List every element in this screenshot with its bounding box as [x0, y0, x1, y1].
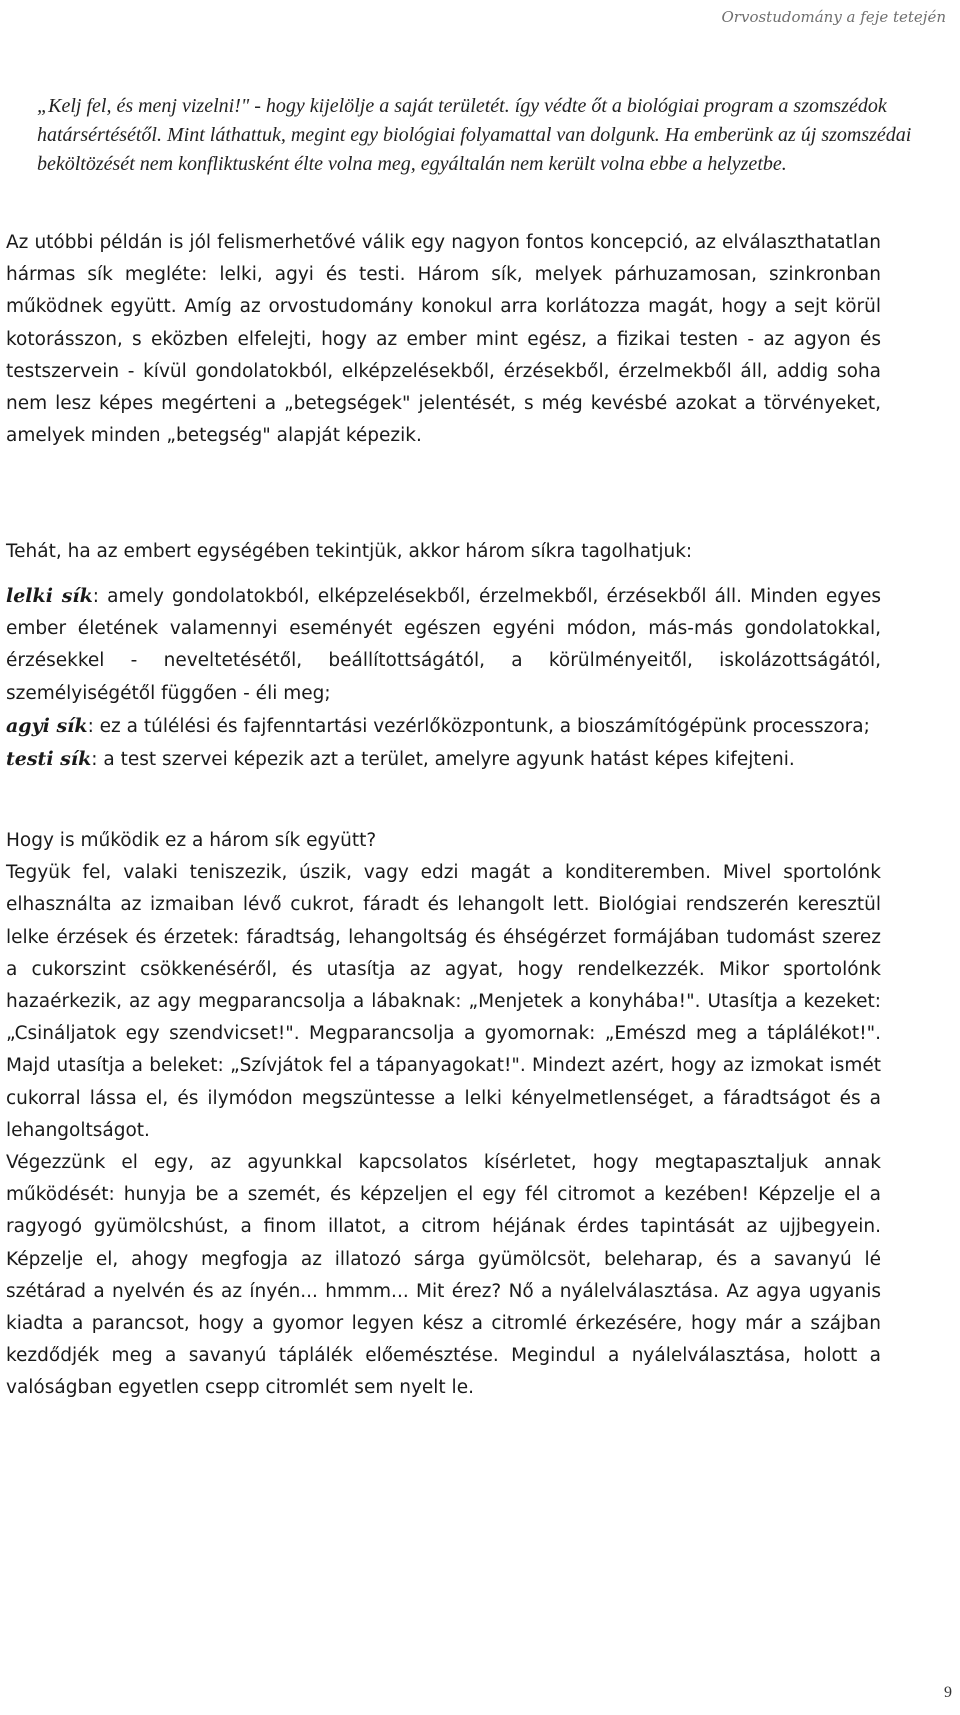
paragraph-concept: Az utóbbi példán is jól felismerhetővé válik egy nagyon fontos koncepció, az elválaszthatatlan hármas sík megléte: lelki, agyi és testi. Három sík, melyek párhuzamosan, szinkronban működnek együtt. Amíg az orvostudomány konokul arra korlátozza magát, hogy a sejt körül kotorásszon, s eközben elfelejti, hogy az ember mint egész, a fizikai testen - az agyon és testszervein - kívül gondolatokból, elképzelésekből, érzésekből, érzelmekből áll, addig soha nem lesz képes megérteni a „betegségek" jelentését, s még kevésbé azokat a törvényeket, amelyek minden „betegség" alapját képezik. — [6, 232, 881, 447]
paragraph-three-planes-intro: Tehát, ha az embert egységében tekintjük, akkor három síkra tagolhatjuk: — [6, 541, 693, 562]
paragraph-lemon-experiment: Végezzünk el egy, az agyunkkal kapcsolatos kísérletet, hogy megtapasztaljuk annak működését: hunyja be a szemét, és képzeljen el egy fél citromot a kezében! Képzelje el a ragyogó gyümölcshúst, a finom illatot, a citrom héjának érdes tapintását az ujjbegyein. Képzelje el, ahogy megfogja az illatozó sárga gyümölcsöt, beleharap, és a savanyú lé szétárad a nyelvén és az ínyén... hmmm... Mit érez? Nő a nyálelválasztása. Az agya ugyanis kiadta a parancsot, hogy a gyomor legyen kész a citromlé érkezésére, hogy már a szájban kezdődjék meg a savanyú táplálék előemésztése. Megindul a nyálelválasztása, holott a valóságban egyetlen csepp citromlét sem nyelt le. — [6, 1152, 881, 1399]
paragraph-sport-example: Tegyük fel, valaki teniszezik, úszik, vagy edzi magát a konditeremben. Mivel sportolónk elhasználta az izmaiban lévő cukrot, fáradt és lehangolt lett. Biológiai rendszerén keresztül lelke érzések és érzetek: fáradtság, lehangoltság és éhségérzet formájában tudomást szerez a cukorszint csökkenéséről, és utasítja az agyat, hogy rendelkezzék. Mikor sportolónk hazaérkezik, az agy megparancsolja a lábaknak: „Menjetek a konyhába!". Utasítja a kezeket: „Csináljatok egy szendvicset!". Megparancsolja a gyomornak: „Emészd meg a táplálékot!". Majd utasítja a beleket: „Szívjátok fel a tápanyagokat!". Mindezt azért, hogy az izmokat ismét cukorral lássa el, és ilymódon megszüntesse a lelki kényelmetlenséget, a fáradtságot és a lehangoltságot. — [6, 862, 881, 1141]
intro-quote: „Kelj fel, és menj vizelni!" - hogy kijelölje a saját területét. így védte őt a biológiai program a szomszédok határsértésétől. Mint láthattuk, megint egy biológiai folyamattal van dolgunk. Ha emberünk az új szomszédai beköltözését nem konfliktusként élte volna meg, egyáltalán nem került volna ebbe a helyzetbe. — [37, 95, 912, 175]
plane-term: agyi sík — [6, 714, 88, 737]
plane-term: lelki sík — [6, 585, 93, 607]
plane-description: : ez a túlélési és fajfenntartási vezérlőközpontunk, a bioszámítógépünk processzora; — [87, 715, 870, 737]
plane-description: : a test szervei képezik azt a terület, amelyre agyunk hatást képes kifejteni. — [91, 749, 795, 771]
plane-description: : amely gondolatokból, elképzelésekből, érzelmekből, érzésekből áll. Minden egyes ember életének valamennyi eseményét egészen egyéni módon, más-más gondolatokkal, érzésekkel - neveltetésétől, beállítottságától, a körülményeitől, iskolázottságától, személyiségétől függően - éli meg; — [6, 586, 881, 704]
plane-item-agyi — [6, 710, 881, 743]
planes-list — [6, 580, 881, 776]
plane-item-lelki — [6, 580, 881, 710]
running-header: Orvostudomány a feje tetején — [721, 8, 946, 26]
question-heading: Hogy is működik ez a három sík együtt? — [6, 830, 377, 851]
page-number: 9 — [944, 1684, 952, 1701]
main-text-block — [6, 825, 881, 1405]
plane-term: testi sík — [6, 748, 92, 771]
plane-item-testi — [6, 743, 881, 776]
